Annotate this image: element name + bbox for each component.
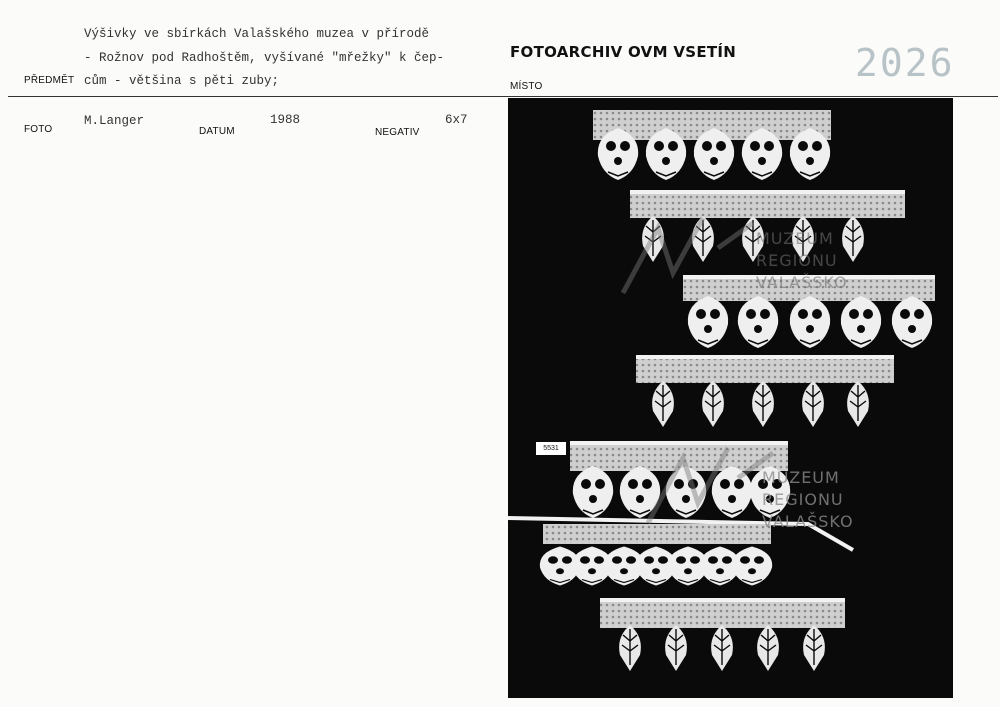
watermark-text-bottom bbox=[762, 467, 854, 533]
record-number: 2026 bbox=[855, 41, 955, 85]
description-line-3: cům - většina s pěti zuby; bbox=[84, 74, 280, 88]
watermark-top-line-3: VALAŠSKO bbox=[756, 273, 848, 292]
datum-value: 1988 bbox=[270, 113, 301, 127]
lace-photograph bbox=[508, 98, 953, 698]
lace-piece-1 bbox=[593, 110, 831, 180]
foto-value: M.Langer bbox=[84, 114, 145, 128]
predmet-label: PŘEDMĚT bbox=[24, 75, 75, 86]
lace-illustration bbox=[508, 98, 953, 698]
watermark-bottom-line-3: VALAŠSKO bbox=[762, 512, 854, 531]
lace-piece-5 bbox=[570, 441, 790, 518]
negativ-value: 6x7 bbox=[445, 113, 468, 127]
watermark-text-top bbox=[756, 228, 848, 294]
archive-title: FOTOARCHIV OVM VSETÍN bbox=[510, 43, 737, 61]
header-rule bbox=[8, 96, 998, 97]
negativ-label: NEGATIV bbox=[375, 127, 420, 138]
watermark-top-line-2: REGIONU bbox=[756, 251, 838, 270]
lace-piece-7 bbox=[600, 598, 845, 671]
description-line-2: - Rožnov pod Radhoštěm, vyšívané "mřežky" k čep- bbox=[84, 51, 445, 65]
watermark-bottom-line-1: MUZEUM bbox=[762, 468, 840, 487]
watermark-bottom-line-2: REGIONU bbox=[762, 490, 844, 509]
lace-piece-4 bbox=[636, 355, 894, 427]
misto-label: MÍSTO bbox=[510, 81, 543, 92]
watermark-top-line-1: MUZEUM bbox=[756, 229, 834, 248]
foto-label: FOTO bbox=[24, 124, 53, 135]
datum-label: DATUM bbox=[199, 126, 235, 137]
inventory-tag: 5531 bbox=[536, 442, 566, 455]
description-line-1: Výšivky ve sbírkách Valašského muzea v přírodě bbox=[84, 27, 430, 41]
